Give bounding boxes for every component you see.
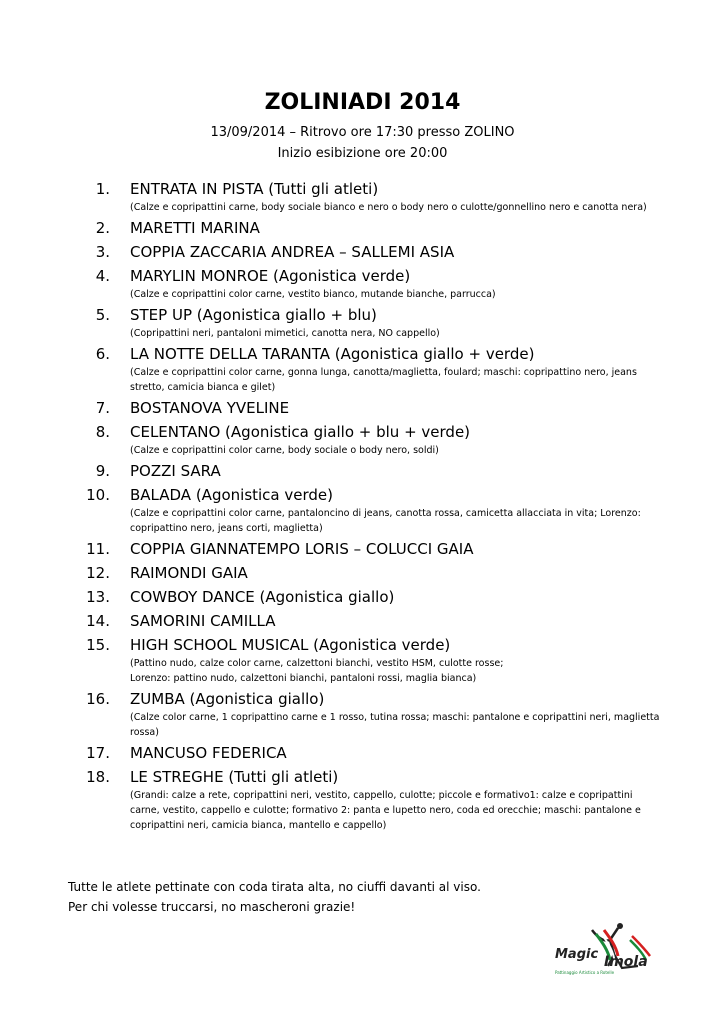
program-item-costume-note: (Calze e copripattini color carne, body sociale o body nero, soldi) (130, 445, 439, 456)
program-item-title: BALADA (Agonistica verde) (130, 486, 333, 504)
program-item-title: POZZI SARA (130, 462, 221, 480)
program-item-title: COWBOY DANCE (Agonistica giallo) (130, 588, 395, 606)
program-item-title: MANCUSO FEDERICA (130, 744, 287, 762)
program-item-costume-note: (Calze e copripattini carne, body sociale bianco e nero o body nero o culotte/gonnellino nero e canotta nera) (130, 202, 647, 213)
program-item-number: 3. (95, 243, 110, 261)
program-item-number: 14. (86, 612, 110, 630)
program-item-number: 17. (86, 744, 110, 762)
program-item-costume-note: (Calze e copripattini color carne, vestito bianco, mutande bianche, parrucca) (130, 289, 496, 300)
footer-note-makeup: Per chi volesse truccarsi, no mascheroni grazie! (68, 900, 356, 914)
program-item-number: 5. (95, 306, 110, 324)
logo-word-imola: Imola (604, 954, 648, 970)
program-item-title: SAMORINI CAMILLA (130, 612, 276, 630)
program-item-costume-note: (Grandi: calze a rete, copripattini neri, vestito, cappello, culotte; piccole e formativo1: calze e copripattini carne, vestito, cappello e culotte; formativo 2: panta e lupetto nero, coda ed orecchie; maschi: pantalone e copripattini neri, camicia bianca, mantello e cappello) (130, 790, 641, 831)
program-item (0, 398, 725, 419)
program-item-number: 6. (95, 345, 110, 363)
program-item-number: 2. (95, 219, 110, 237)
program-item (0, 179, 725, 215)
program-item-title: HIGH SCHOOL MUSICAL (Agonistica verde) (130, 636, 451, 654)
program-item (0, 767, 725, 833)
program-item-title: COPPIA GIANNATEMPO LORIS – COLUCCI GAIA (130, 540, 474, 558)
program-item-number: 9. (95, 462, 110, 480)
program-item-title: MARYLIN MONROE (Agonistica verde) (130, 267, 411, 285)
program-item-number: 10. (86, 486, 110, 504)
magic-imola-logo (552, 920, 662, 980)
program-item (0, 611, 725, 632)
footer-note-hair: Tutte le atlete pettinate con coda tirata alta, no ciuffi davanti al viso. (68, 880, 481, 894)
performance-start-time: Inizio esibizione ore 20:00 (277, 146, 448, 161)
program-item (0, 635, 725, 686)
program-item-costume-note: (Calze color carne, 1 copripattino carne e 1 rosso, tutina rossa; maschi: pantalone e copripattini neri, maglietta rossa) (130, 712, 660, 738)
program-item (0, 563, 725, 584)
program-item-costume-note: (Calze e copripattini color carne, pantaloncino di jeans, canotta rossa, camicetta allacciata in vita; Lorenzo: copripattino nero, jeans corti, maglietta) (130, 508, 641, 534)
program-item (0, 743, 725, 764)
program-item-number: 16. (86, 690, 110, 708)
program-item-title: MARETTI MARINA (130, 219, 260, 237)
program-item (0, 422, 725, 458)
logo-tagline: Pattinaggio Artistico a Rotelle (555, 970, 615, 975)
program-item-costume-note: (Copripattini neri, pantaloni mimetici, canotta nera, NO cappello) (130, 328, 440, 339)
program-item (0, 461, 725, 482)
program-item (0, 218, 725, 239)
program-item-title: LA NOTTE DELLA TARANTA (Agonistica giallo + verde) (130, 345, 535, 363)
program-item-costume-note: (Pattino nudo, calze color carne, calzettoni bianchi, vestito HSM, culotte rosse; Lorenzo: pattino nudo, calzettoni bianchi, pantaloni rossi, maglia bianca) (130, 658, 504, 684)
program-item-title: CELENTANO (Agonistica giallo + blu + verde) (130, 423, 471, 441)
program-item (0, 587, 725, 608)
program-item-title: STEP UP (Agonistica giallo + blu) (130, 306, 377, 324)
program-item-number: 13. (86, 588, 110, 606)
program-item-number: 15. (86, 636, 110, 654)
program-item (0, 266, 725, 302)
program-item-number: 7. (95, 399, 110, 417)
program-item (0, 539, 725, 560)
program-item-title: LE STREGHE (Tutti gli atleti) (130, 768, 339, 786)
program-item-number: 4. (95, 267, 110, 285)
program-item-number: 8. (95, 423, 110, 441)
program-item-number: 11. (86, 540, 110, 558)
program-item (0, 242, 725, 263)
program-item (0, 689, 725, 740)
program-item-number: 18. (86, 768, 110, 786)
program-item-title: BOSTANOVA YVELINE (130, 399, 290, 417)
program-list (0, 179, 725, 836)
program-item-number: 1. (95, 180, 110, 198)
program-item (0, 344, 725, 395)
footer-notes (68, 877, 481, 917)
program-item-number: 12. (86, 564, 110, 582)
program-item-title: ZUMBA (Agonistica giallo) (130, 690, 325, 708)
program-item-costume-note: (Calze e copripattini color carne, gonna lunga, canotta/maglietta, foulard; maschi: copripattino nero, jeans stretto, camicia bianca e gilet) (130, 367, 637, 393)
event-date-location: 13/09/2014 – Ritrovo ore 17:30 presso ZOLINO (210, 125, 515, 140)
program-item-title: ENTRATA IN PISTA (Tutti gli atleti) (130, 180, 379, 198)
program-item-title: RAIMONDI GAIA (130, 564, 248, 582)
program-item (0, 485, 725, 536)
document-title: ZOLINIADI 2014 (264, 90, 461, 115)
program-item-title: COPPIA ZACCARIA ANDREA – SALLEMI ASIA (130, 243, 455, 261)
logo-word-magic: Magic (555, 947, 599, 962)
program-item (0, 305, 725, 341)
